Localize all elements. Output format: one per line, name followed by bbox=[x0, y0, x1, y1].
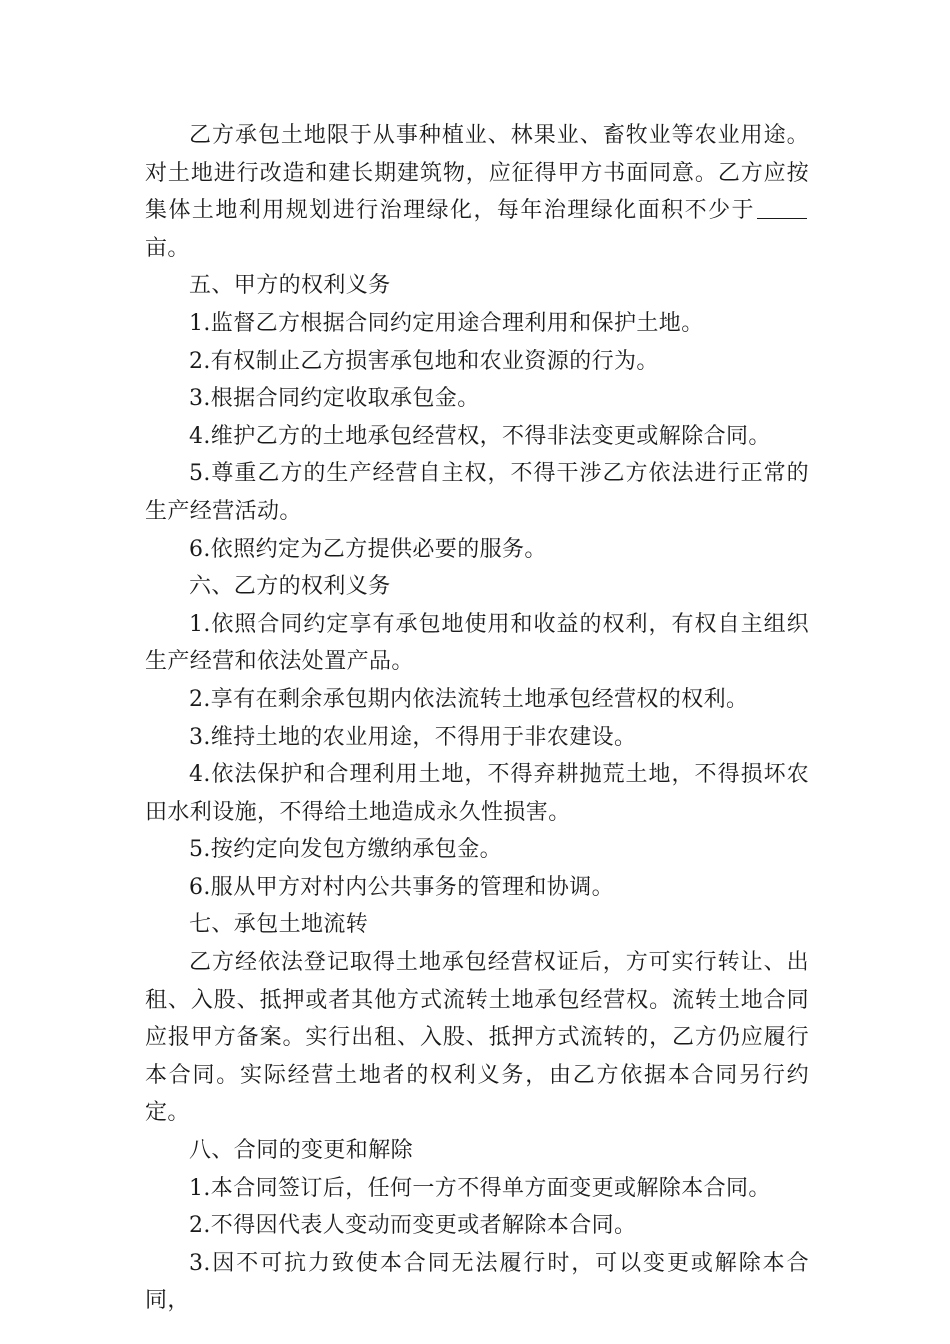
section-heading-change: 八、合同的变更和解除 bbox=[189, 1138, 414, 1164]
area-blank-field bbox=[757, 198, 807, 219]
paragraph-transfer: 乙方经依法登记取得土地承包经营权证后，方可实行转让、出租、入股、抵押或者其他方式流转土地承包经营权。流转土地合同应报甲方备案。实行出租、入股、抵押方式流转的，乙方仍应履行本合同。实际经营土地者的权利义务，由乙方依据本合同另行约定。 bbox=[145, 950, 809, 1126]
paragraph-land-use-unit: 亩。 bbox=[145, 235, 190, 261]
list-item-party-b-4: 4.依法保护和合理利用土地，不得弃耕抛荒土地，不得损坏农田水利设施，不得给土地造成永久性损害。 bbox=[145, 762, 809, 825]
list-item-change-1: 1.本合同签订后，任何一方不得单方面变更或解除本合同。 bbox=[189, 1175, 771, 1201]
list-item-party-a-6: 6.依照约定为乙方提供必要的服务。 bbox=[189, 536, 547, 562]
section-heading-transfer: 七、承包土地流转 bbox=[189, 912, 369, 938]
section-heading-party-b: 六、乙方的权利义务 bbox=[189, 574, 391, 600]
list-item-party-b-3: 3.维持土地的农业用途，不得用于非农建设。 bbox=[189, 724, 637, 750]
list-item-change-3: 3.因不可抗力致使本合同无法履行时，可以变更或解除本合同， bbox=[145, 1250, 809, 1314]
list-item-change-2: 2.不得因代表人变动而变更或者解除本合同。 bbox=[189, 1213, 637, 1239]
list-item-party-b-2: 2.享有在剩余承包期内依法流转土地承包经营权的权利。 bbox=[189, 686, 749, 712]
list-item-party-b-1: 1.依照合同约定享有承包地使用和收益的权利，有权自主组织生产经营和依法处置产品。 bbox=[145, 611, 809, 675]
list-item-party-a-2: 2.有权制止乙方损害承包地和农业资源的行为。 bbox=[189, 348, 659, 374]
document-body bbox=[145, 117, 809, 1320]
list-item-party-a-3: 3.根据合同约定收取承包金。 bbox=[189, 386, 480, 412]
list-item-party-a-4: 4.维护乙方的土地承包经营权，不得非法变更或解除合同。 bbox=[189, 423, 771, 449]
list-item-party-b-6: 6.服从甲方对村内公共事务的管理和协调。 bbox=[189, 874, 614, 900]
paragraph-land-use bbox=[145, 117, 809, 267]
list-item-party-a-5: 5.尊重乙方的生产经营自主权，不得干涉乙方依法进行正常的生产经营活动。 bbox=[145, 461, 809, 524]
list-item-party-b-5: 5.按约定向发包方缴纳承包金。 bbox=[189, 837, 502, 863]
list-item-party-a-1: 1.监督乙方根据合同约定用途合理利用和保护土地。 bbox=[189, 310, 704, 336]
section-heading-party-a: 五、甲方的权利义务 bbox=[189, 273, 391, 299]
paragraph-land-use-text: 乙方承包土地限于从事种植业、林果业、畜牧业等农业用途。对土地进行改造和建长期建筑物，应征得甲方书面同意。乙方应按集体土地利用规划进行治理绿化，每年治理绿化面积不少于 bbox=[145, 123, 809, 224]
